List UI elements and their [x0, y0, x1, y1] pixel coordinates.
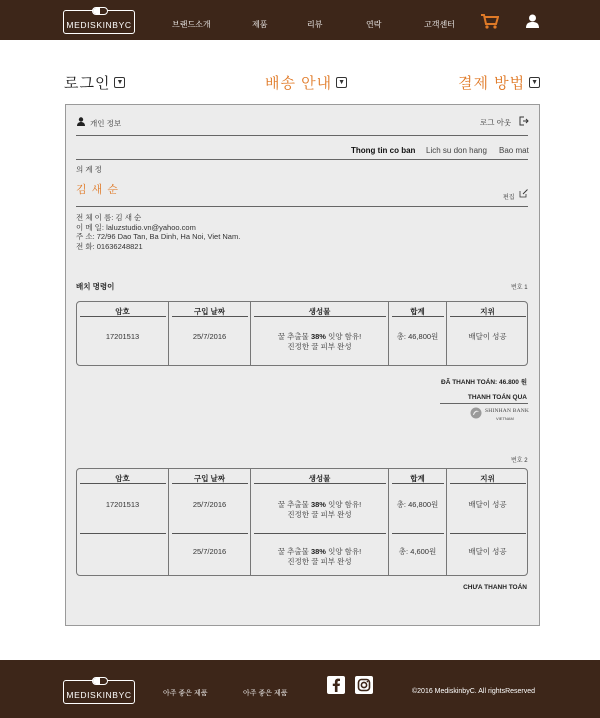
edit-icon[interactable]: [519, 189, 528, 198]
paid-total: ĐÃ THANH TOÁN: 46.800 원: [441, 379, 527, 386]
member-label: 의 계 정: [76, 165, 102, 174]
footer-logo[interactable]: [63, 680, 135, 704]
column-header: 구입 날짜: [193, 474, 226, 483]
footer-logo-text: MEDISKINBYC: [66, 690, 132, 700]
row-divider: [392, 533, 444, 534]
order-product: [251, 332, 388, 352]
orders-title: 배치 명령이: [76, 282, 115, 291]
product-percent: 38%: [310, 547, 326, 556]
copyright-text: ©2016 MediskinbyC. All rightsReserved: [412, 688, 536, 695]
nav-item-brand[interactable]: 브랜드소개: [172, 20, 211, 29]
chevron-down-icon: ▼: [114, 77, 125, 88]
order-total: 총: 46,800원: [396, 500, 439, 509]
column-header: 구입 날짜: [193, 307, 226, 316]
row-divider: [450, 533, 526, 534]
brand-logo[interactable]: [63, 10, 135, 34]
column-header: 생성물: [308, 307, 331, 316]
product-percent: 38%: [310, 332, 326, 341]
order-code: 17201513: [105, 332, 140, 341]
header-underline: [254, 483, 386, 484]
row-divider: [172, 533, 248, 534]
product-prefix: 꿀 추출물: [277, 547, 309, 556]
header-underline: [392, 316, 444, 317]
member-info: [76, 213, 240, 251]
site-header: [0, 0, 600, 40]
order-code: 17201513: [105, 500, 140, 509]
order-product: [251, 500, 388, 520]
header-underline: [450, 483, 526, 484]
nav-item-support[interactable]: 고객센터: [424, 20, 455, 29]
header-underline: [172, 316, 248, 317]
brand-logo-text: MEDISKINBYC: [66, 20, 132, 30]
info-address: 주 소: 72/96 Dao Tan, Ba Dinh, Ha Noi, Viet Nam.: [76, 232, 241, 241]
order-2-label: 번호 2: [511, 458, 528, 464]
chevron-down-icon: ▼: [336, 77, 347, 88]
product-percent: 38%: [310, 500, 326, 509]
nav-item-reviews[interactable]: 리뷰: [307, 20, 323, 29]
product-line-2: 진정한 꿀 피부 완성: [287, 510, 352, 519]
order-status: 배달이 성공: [468, 332, 507, 341]
personal-info-label: 개인 정보: [90, 119, 122, 128]
divider: [440, 403, 528, 404]
logout-link[interactable]: 로그 아웃: [480, 118, 512, 127]
user-icon[interactable]: [526, 14, 539, 28]
member-name: 김 새 순: [76, 184, 119, 196]
order-date: 25/7/2016: [192, 547, 227, 556]
order-total: 총: 4,600원: [398, 547, 437, 556]
edit-link[interactable]: 편집: [503, 195, 515, 201]
nav-item-products[interactable]: 제품: [252, 20, 268, 29]
pill-logo-icon: [92, 7, 108, 15]
section-tab-payment-label: 결제 방법: [458, 75, 526, 92]
column-header: 암호: [115, 474, 130, 483]
order-1-label: 번호 1: [511, 285, 528, 291]
order-total: 총: 46,800원: [396, 332, 439, 341]
column-header: 지위: [480, 307, 495, 316]
tab-order-history[interactable]: Lich su don hang: [426, 146, 487, 155]
unpaid-label: CHƯA THANH TOÁN: [463, 584, 527, 591]
order-date: 25/7/2016: [192, 500, 227, 509]
shinhan-bank-logo-icon: [470, 407, 482, 419]
site-footer: [0, 660, 600, 718]
column-header: 합계: [410, 307, 425, 316]
divider: [76, 159, 528, 160]
column-separator: [168, 469, 169, 575]
header-underline: [80, 316, 166, 317]
product-suffix: 잇양 함유!: [328, 332, 362, 341]
column-header: 지위: [480, 474, 495, 483]
cart-icon[interactable]: [481, 14, 499, 29]
product-line-2: 진정한 꿀 피부 완성: [287, 342, 352, 351]
product-prefix: 꿀 추출물: [277, 332, 309, 341]
logout-icon[interactable]: [519, 116, 529, 126]
info-full-name: 전 체 이 름: 김 새 순: [76, 213, 142, 222]
product-suffix: 잇양 함유!: [328, 547, 362, 556]
pill-logo-icon: [92, 677, 108, 685]
info-phone: 전 화: 01636248821: [76, 241, 143, 251]
divider: [76, 135, 528, 136]
footer-link[interactable]: 아주 좋은 제품: [243, 690, 288, 697]
footer-link[interactable]: 아주 좋은 제품: [163, 690, 208, 697]
order-product: [251, 547, 388, 567]
tab-basic-info[interactable]: Thong tin co ban: [351, 146, 416, 155]
account-panel: [65, 104, 540, 626]
order-status: 배달이 성공: [468, 547, 507, 556]
paid-via-label: THANH TOÁN QUA: [467, 394, 527, 401]
info-email: 이 메 일: laluzstudio.vn@yahoo.com: [76, 222, 196, 232]
chevron-down-icon: ▼: [529, 77, 540, 88]
product-line-2: 진정한 꿀 피부 완성: [287, 557, 352, 566]
person-icon: [77, 117, 85, 126]
column-header: 합계: [410, 474, 425, 483]
row-divider: [80, 533, 166, 534]
header-underline: [450, 316, 526, 317]
order-1-table: [76, 301, 528, 366]
product-prefix: 꿀 추출물: [277, 500, 309, 509]
instagram-icon[interactable]: [355, 676, 373, 694]
order-2-table: [76, 468, 528, 576]
column-header: 생성물: [308, 474, 331, 483]
section-tab-login-label: 로그인: [64, 75, 111, 92]
section-tab-shipping[interactable]: [265, 72, 347, 93]
section-tab-login[interactable]: [64, 72, 125, 93]
header-underline: [172, 483, 248, 484]
bank-subtitle: VIETNAM: [496, 416, 514, 421]
header-underline: [80, 483, 166, 484]
header-underline: [254, 316, 386, 317]
product-suffix: 잇양 함유!: [328, 500, 362, 509]
nav-item-contact[interactable]: 연락: [366, 20, 382, 29]
section-tab-payment[interactable]: [458, 72, 540, 93]
row-divider: [254, 533, 386, 534]
column-separator: [388, 469, 389, 575]
column-separator: [446, 469, 447, 575]
divider: [76, 206, 528, 207]
facebook-icon[interactable]: [327, 676, 345, 694]
section-tab-shipping-label: 배송 안내: [265, 75, 333, 92]
order-date: 25/7/2016: [192, 332, 227, 341]
order-status: 배달이 성공: [468, 500, 507, 509]
tab-security[interactable]: Bao mat: [499, 146, 529, 155]
bank-name: SHINHAN BANK: [485, 408, 530, 414]
header-underline: [392, 483, 444, 484]
column-header: 암호: [115, 307, 130, 316]
